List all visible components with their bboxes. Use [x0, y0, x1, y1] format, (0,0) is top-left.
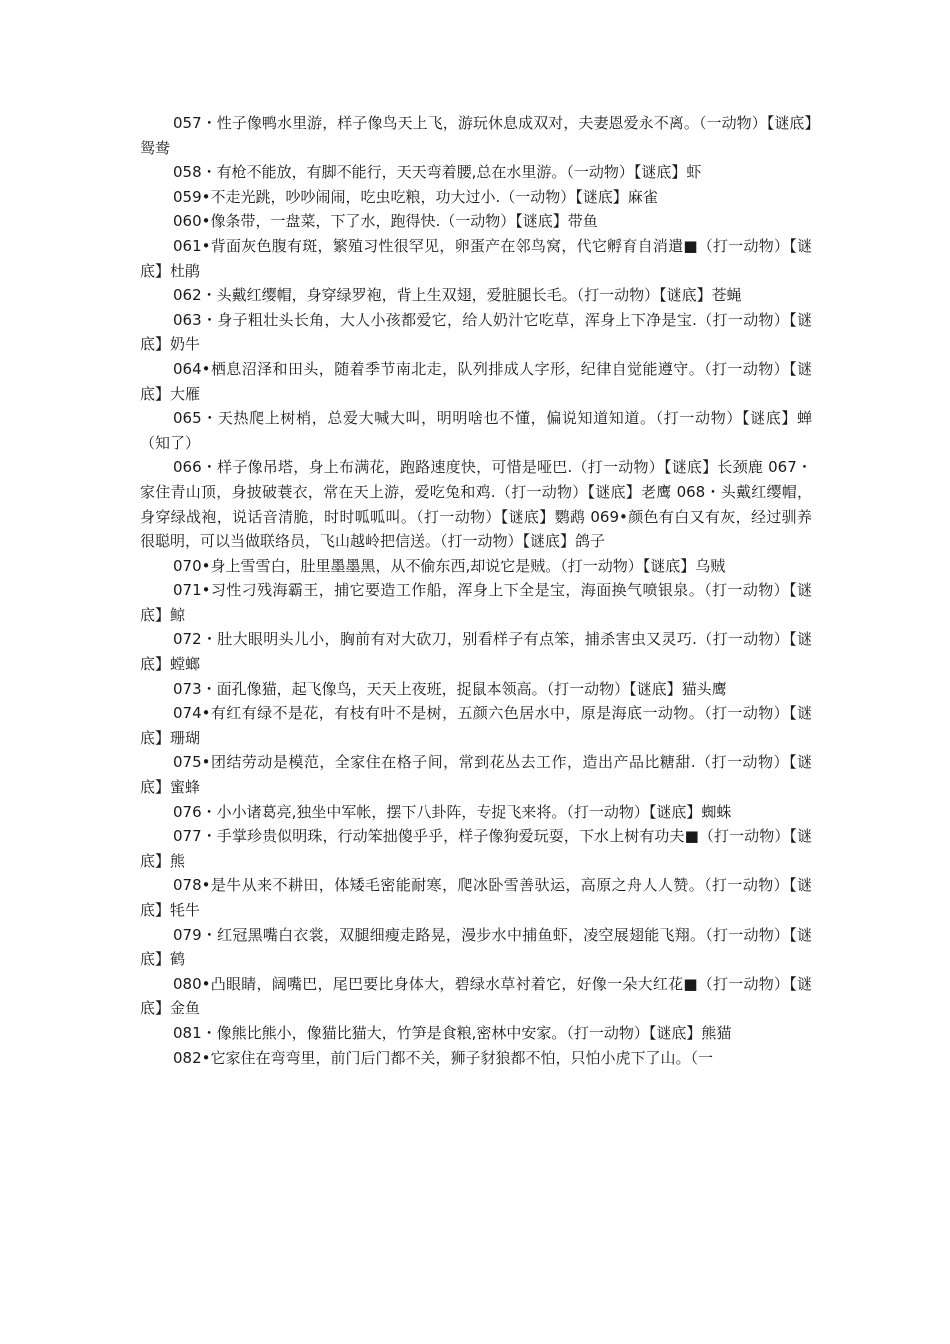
riddle-061: 061•背面灰色腹有斑，繁殖习性很罕见，卵蛋产在邻鸟窝，代它孵育自消遣■（打一动物）【谜底】杜鹃	[140, 236, 812, 280]
riddle-063: 063・身子粗壮头长角，大人小孩都爱它，给人奶汁它吃草，浑身上下净是宝.（打一动物）【谜底】奶牛	[140, 310, 812, 354]
riddle-070: 070•身上雪雪白，肚里墨墨黑，从不偷东西,却说它是贼。（打一动物）【谜底】乌贼	[173, 556, 726, 575]
riddle-072: 072・肚大眼明头儿小，胸前有对大砍刀，别看样子有点笨，捕杀害虫又灵巧.（打一动物）【谜底】螳螂	[140, 630, 812, 674]
riddle-080: 080•凸眼睛，阔嘴巴，尾巴要比身体大，碧绿水草衬着它，好像一朵大红花■（打一动物）【谜底】金鱼	[140, 974, 812, 1018]
riddle-059: 059•不走光跳，吵吵闹闹，吃虫吃粮，功大过小.（一动物）【谜底】麻雀	[173, 187, 658, 206]
riddle-073: 073・面孔像猫，起飞像鸟，天天上夜班，捉鼠本领高。（打一动物）【谜底】猫头鹰	[173, 679, 727, 698]
riddle-081: 081・像熊比熊小，像猫比猫大，竹笋是食粮,密林中安家。（打一动物）【谜底】熊猫	[173, 1023, 732, 1042]
riddle-064: 064•栖息沼泽和田头，随着季节南北走，队列排成人字形，纪律自觉能遵守。（打一动物）【谜底】大雁	[140, 359, 812, 403]
riddle-078: 078•是牛从来不耕田，体矮毛密能耐寒，爬冰卧雪善驮运，高原之舟人人赞。（打一动物）【谜底】牦牛	[140, 876, 812, 919]
riddle-066-069: 066・样子像吊塔，身上布满花，跑路速度快，可惜是哑巴.（打一动物）【谜底】长颈鹿 067・家住青山顶，身披破蓑衣，常在天上游，爱吃兔和鸡.（打一动物）【谜底】老鹰 068・头戴红缨帽，身穿绿战袍，说话音清脆，时时呱呱叫。（打一动物）【谜底】鹦鹉 069•颜色有白又有灰，经过驯养很聪明，可以当做联络员，飞山越岭把信送。（打一动物）【谜底】鸽子	[140, 458, 812, 551]
riddle-071: 071•习性刁残海霸王，捕它要造工作船，浑身上下全是宝，海面换气喷银泉。（打一动物）【谜底】鲸	[140, 581, 812, 624]
riddle-065: 065・天热爬上树梢，总爱大喊大叫，明明啥也不懂，偏说知道知道。（打一动物）【谜底】蝉（知了）	[140, 409, 812, 452]
riddle-062: 062・头戴红缨帽，身穿绿罗袍，背上生双翅，爱脏腿长毛。（打一动物）【谜底】苍蝇	[173, 286, 742, 305]
riddle-074: 074•有红有绿不是花，有枝有叶不是树，五颜六色居水中，原是海底一动物。（打一动物）【谜底】珊瑚	[140, 704, 812, 747]
document-page	[140, 111, 812, 1070]
riddle-082: 082•它家住在弯弯里，前门后门都不关，狮子豺狼都不怕，只怕小虎下了山。（一	[173, 1048, 713, 1067]
riddle-076: 076・小小诸葛亮,独坐中军帐，摆下八卦阵，专捉飞来将。（打一动物）【谜底】蜘蛛	[173, 802, 732, 821]
riddle-075: 075•团结劳动是模范，全家住在格子间，常到花丛去工作，造出产品比糖甜.（打一动物）【谜底】蜜蜂	[140, 753, 812, 797]
riddle-077: 077・手掌珍贵似明珠，行动笨拙傻乎乎，样子像狗爱玩耍，下水上树有功夫■（打一动物）【谜底】熊	[140, 827, 812, 870]
riddle-060: 060•像条带，一盘菜，下了水，跑得快.（一动物）【谜底】带鱼	[173, 212, 598, 231]
riddle-058: 058・有枪不能放，有脚不能行，天天弯着腰,总在水里游。（一动物）【谜底】虾	[173, 163, 702, 182]
riddle-057: 057・性子像鸭水里游，样子像鸟天上飞，游玩休息成双对，夫妻恩爱永不离。（一动物）【谜底】鸳鸯	[140, 114, 812, 157]
riddle-079: 079・红冠黑嘴白衣裳，双腿细瘦走路晃，漫步水中捕鱼虾，凌空展翅能飞翔。（打一动物）【谜底】鹤	[140, 925, 812, 969]
